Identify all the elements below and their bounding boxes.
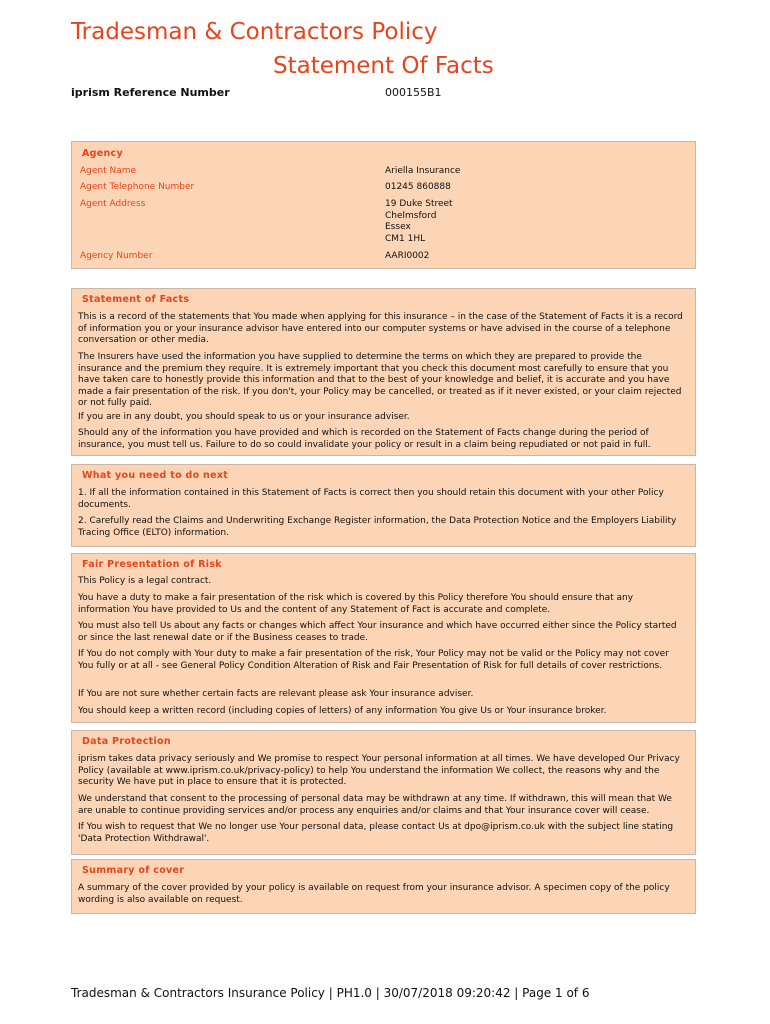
agent-address-label: Agent Address <box>80 199 146 209</box>
agent-name-value: Ariella Insurance <box>385 166 461 176</box>
next-steps-section <box>71 464 696 547</box>
agent-telephone-value: 01245 860888 <box>385 182 451 192</box>
fair-presentation-paragraph: This Policy is a legal contract. <box>78 576 212 586</box>
agency-heading: Agency <box>82 148 123 159</box>
agency-number-value: AARI0002 <box>385 251 430 261</box>
data-protection-paragraph: iprism takes data privacy seriously and We promise to respect Your personal information at all times. We have developed Our Privacy Policy (available at www.iprism.co.uk/privacy-policy) to help You understand the information We collect, the reasons why and the security We have put in place to ensure that it is protected. <box>78 754 680 787</box>
fair-presentation-paragraph: You should keep a written record (including copies of letters) of any information You give Us or Your insurance broker. <box>78 706 607 716</box>
reference-label: iprism Reference Number <box>71 86 230 99</box>
statement-paragraph: If you are in any doubt, you should speak to us or your insurance adviser. <box>78 412 410 422</box>
document-title: Tradesman & Contractors Policy <box>71 19 438 45</box>
fair-presentation-paragraph: You must also tell Us about any facts or changes which affect Your insurance and which have occurred either since the Policy started or since the last renewal date or if the Business ceases to trade. <box>78 621 677 643</box>
data-protection-heading: Data Protection <box>82 736 171 747</box>
fair-presentation-section <box>71 553 696 723</box>
next-steps-paragraph: 2. Carefully read the Claims and Underwriting Exchange Register information, the Data Protection Notice and the Employers Liability Tracing Office (ELTO) information. <box>78 516 677 538</box>
next-steps-heading: What you need to do next <box>82 470 229 481</box>
summary-of-cover-heading: Summary of cover <box>82 865 185 876</box>
statement-paragraph: The Insurers have used the information you have supplied to determine the terms on which they are prepared to provide the insurance and the premium they require. It is extremely important that you check this document most carefully to ensure that you have taken care to honestly provide this information and that to the best of your knowledge and belief, it is accurate and you have made a fair presentation of the risk. If you don't, your Policy may be cancelled, or treated as if it never existed, or your claim rejected or not fully paid. <box>78 352 682 408</box>
statement-heading: Statement of Facts <box>82 294 190 305</box>
fair-presentation-paragraph: If You do not comply with Your duty to make a fair presentation of the risk, Your Policy may not be valid or the Policy may not cover You fully or at all - see General Policy Condition Alteration of Risk and Fair Presentation of Risk for full details of cover restrictions. <box>78 649 669 671</box>
summary-of-cover-paragraph: A summary of the cover provided by your policy is available on request from your insurance advisor. A specimen copy of the policy wording is also available on request. <box>78 883 670 905</box>
agent-telephone-label: Agent Telephone Number <box>80 182 195 192</box>
page-footer: Tradesman & Contractors Insurance Policy | PH1.0 | 30/07/2018 09:20:42 | Page 1 of 6 <box>71 986 590 1000</box>
agency-section <box>71 141 696 269</box>
fair-presentation-paragraph: If You are not sure whether certain facts are relevant please ask Your insurance adviser. <box>78 689 474 699</box>
document-subtitle: Statement Of Facts <box>273 53 494 79</box>
next-steps-paragraph: 1. If all the information contained in this Statement of Facts is correct then you should retain this document with your other Policy documents. <box>78 488 664 510</box>
data-protection-section <box>71 730 696 855</box>
data-protection-paragraph: We understand that consent to the processing of personal data may be withdrawn at any time. If withdrawn, this will mean that We are unable to continue providing services and/or process any enquiries and/or claims and that Your insurance cover will cease. <box>78 794 672 816</box>
statement-paragraph: Should any of the information you have provided and which is recorded on the Statement of Facts change during the period of insurance, you must tell us. Failure to do so could invalidate your policy or result in a claim being repudiated or not paid in full. <box>78 428 651 450</box>
reference-value: 000155B1 <box>385 86 442 99</box>
statement-paragraph: This is a record of the statements that You made when applying for this insurance – in the case of the Statement of Facts it is a record of information you or your insurance advisor have entered into our computer systems or have advised in the course of a telephone conversation or other media. <box>78 312 683 345</box>
fair-presentation-heading: Fair Presentation of Risk <box>82 559 222 570</box>
data-protection-paragraph: If You wish to request that We no longer use Your personal data, please contact Us at dpo@iprism.co.uk with the subject line stating 'Data Protection Withdrawal'. <box>78 822 674 844</box>
agent-address-value: 19 Duke Street Chelmsford Essex CM1 1HL <box>385 199 453 244</box>
statement-section <box>71 288 696 456</box>
agency-number-label: Agency Number <box>80 251 153 261</box>
fair-presentation-paragraph: You have a duty to make a fair presentation of the risk which is covered by this Policy therefore You should ensure that any information You have provided to Us and the content of any Statement of Fact is accurate and complete. <box>78 593 634 615</box>
summary-of-cover-section <box>71 859 696 914</box>
agent-name-label: Agent Name <box>80 166 137 176</box>
